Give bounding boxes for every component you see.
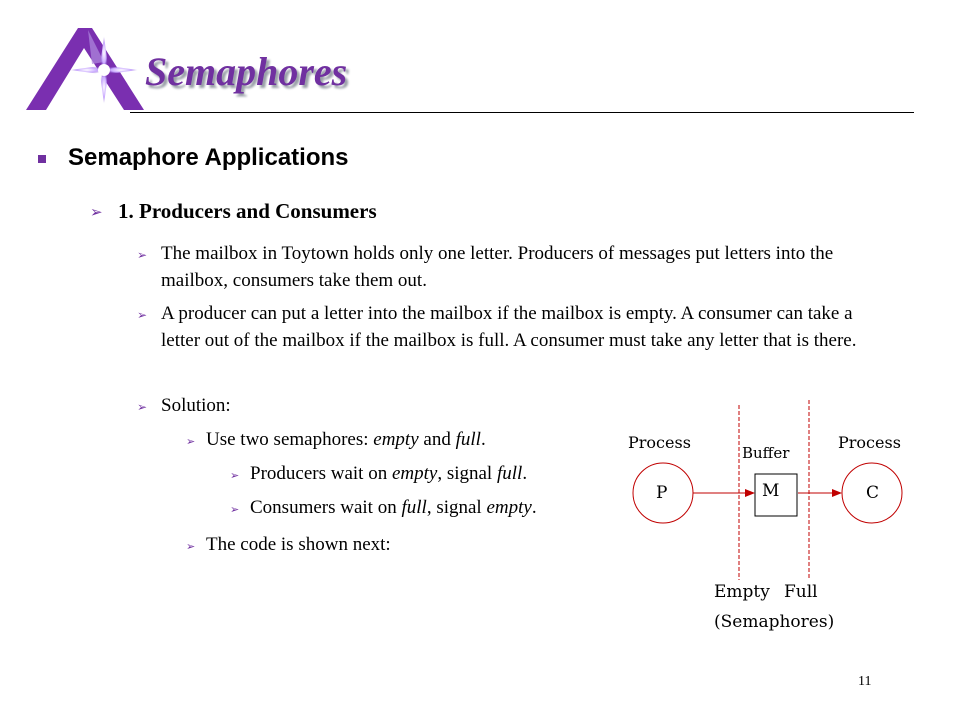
consumer-node-label: C	[866, 483, 880, 503]
semaphores-label: (Semaphores)	[714, 612, 835, 632]
producers-line: Producers wait on empty, signal full.	[250, 463, 528, 484]
slide-title: Semaphores	[145, 49, 348, 94]
arrow-bullet-icon: ➢	[137, 248, 148, 262]
arrow-bullet-icon: ➢	[186, 435, 196, 448]
process-label-left: Process	[628, 433, 691, 452]
semaphores-line: Use two semaphores: empty and full.	[206, 429, 486, 450]
square-bullet-icon	[38, 155, 46, 163]
producer-node-label: P	[656, 483, 668, 503]
consumers-line: Consumers wait on full, signal empty.	[250, 497, 537, 518]
arrow-bullet-icon: ➢	[230, 503, 240, 516]
subheading: 1. Producers and Consumers	[118, 199, 377, 223]
arrow-bullet-icon: ➢	[137, 400, 148, 414]
code-next-text: The code is shown next:	[206, 534, 391, 555]
arrow-bullet-icon: ➢	[137, 308, 148, 322]
arrow-bullet-icon: ➢	[186, 540, 196, 553]
arrow-bullet-icon: ➢	[230, 469, 240, 482]
title-divider	[130, 112, 914, 113]
point-text: Solution:	[161, 395, 231, 416]
buffer-node-label: M	[762, 481, 780, 501]
buffer-label: Buffer	[742, 444, 790, 462]
section-heading: Semaphore Applications	[68, 144, 349, 171]
full-label: Full	[784, 582, 818, 602]
page-number: 11	[858, 674, 872, 689]
arrow-bullet-icon: ➢	[90, 203, 103, 221]
point-text: A producer can put a letter into the mailbox if the mailbox is empty. A consumer can take a letter out of the mailbox if the mailbox is full. A consumer must take any letter that is there.	[161, 303, 857, 351]
process-label-right: Process	[838, 433, 901, 452]
point-text: The mailbox in Toytown holds only one letter. Producers of messages put letters into the mailbox, consumers take them out.	[161, 243, 834, 291]
empty-label: Empty	[714, 582, 770, 602]
